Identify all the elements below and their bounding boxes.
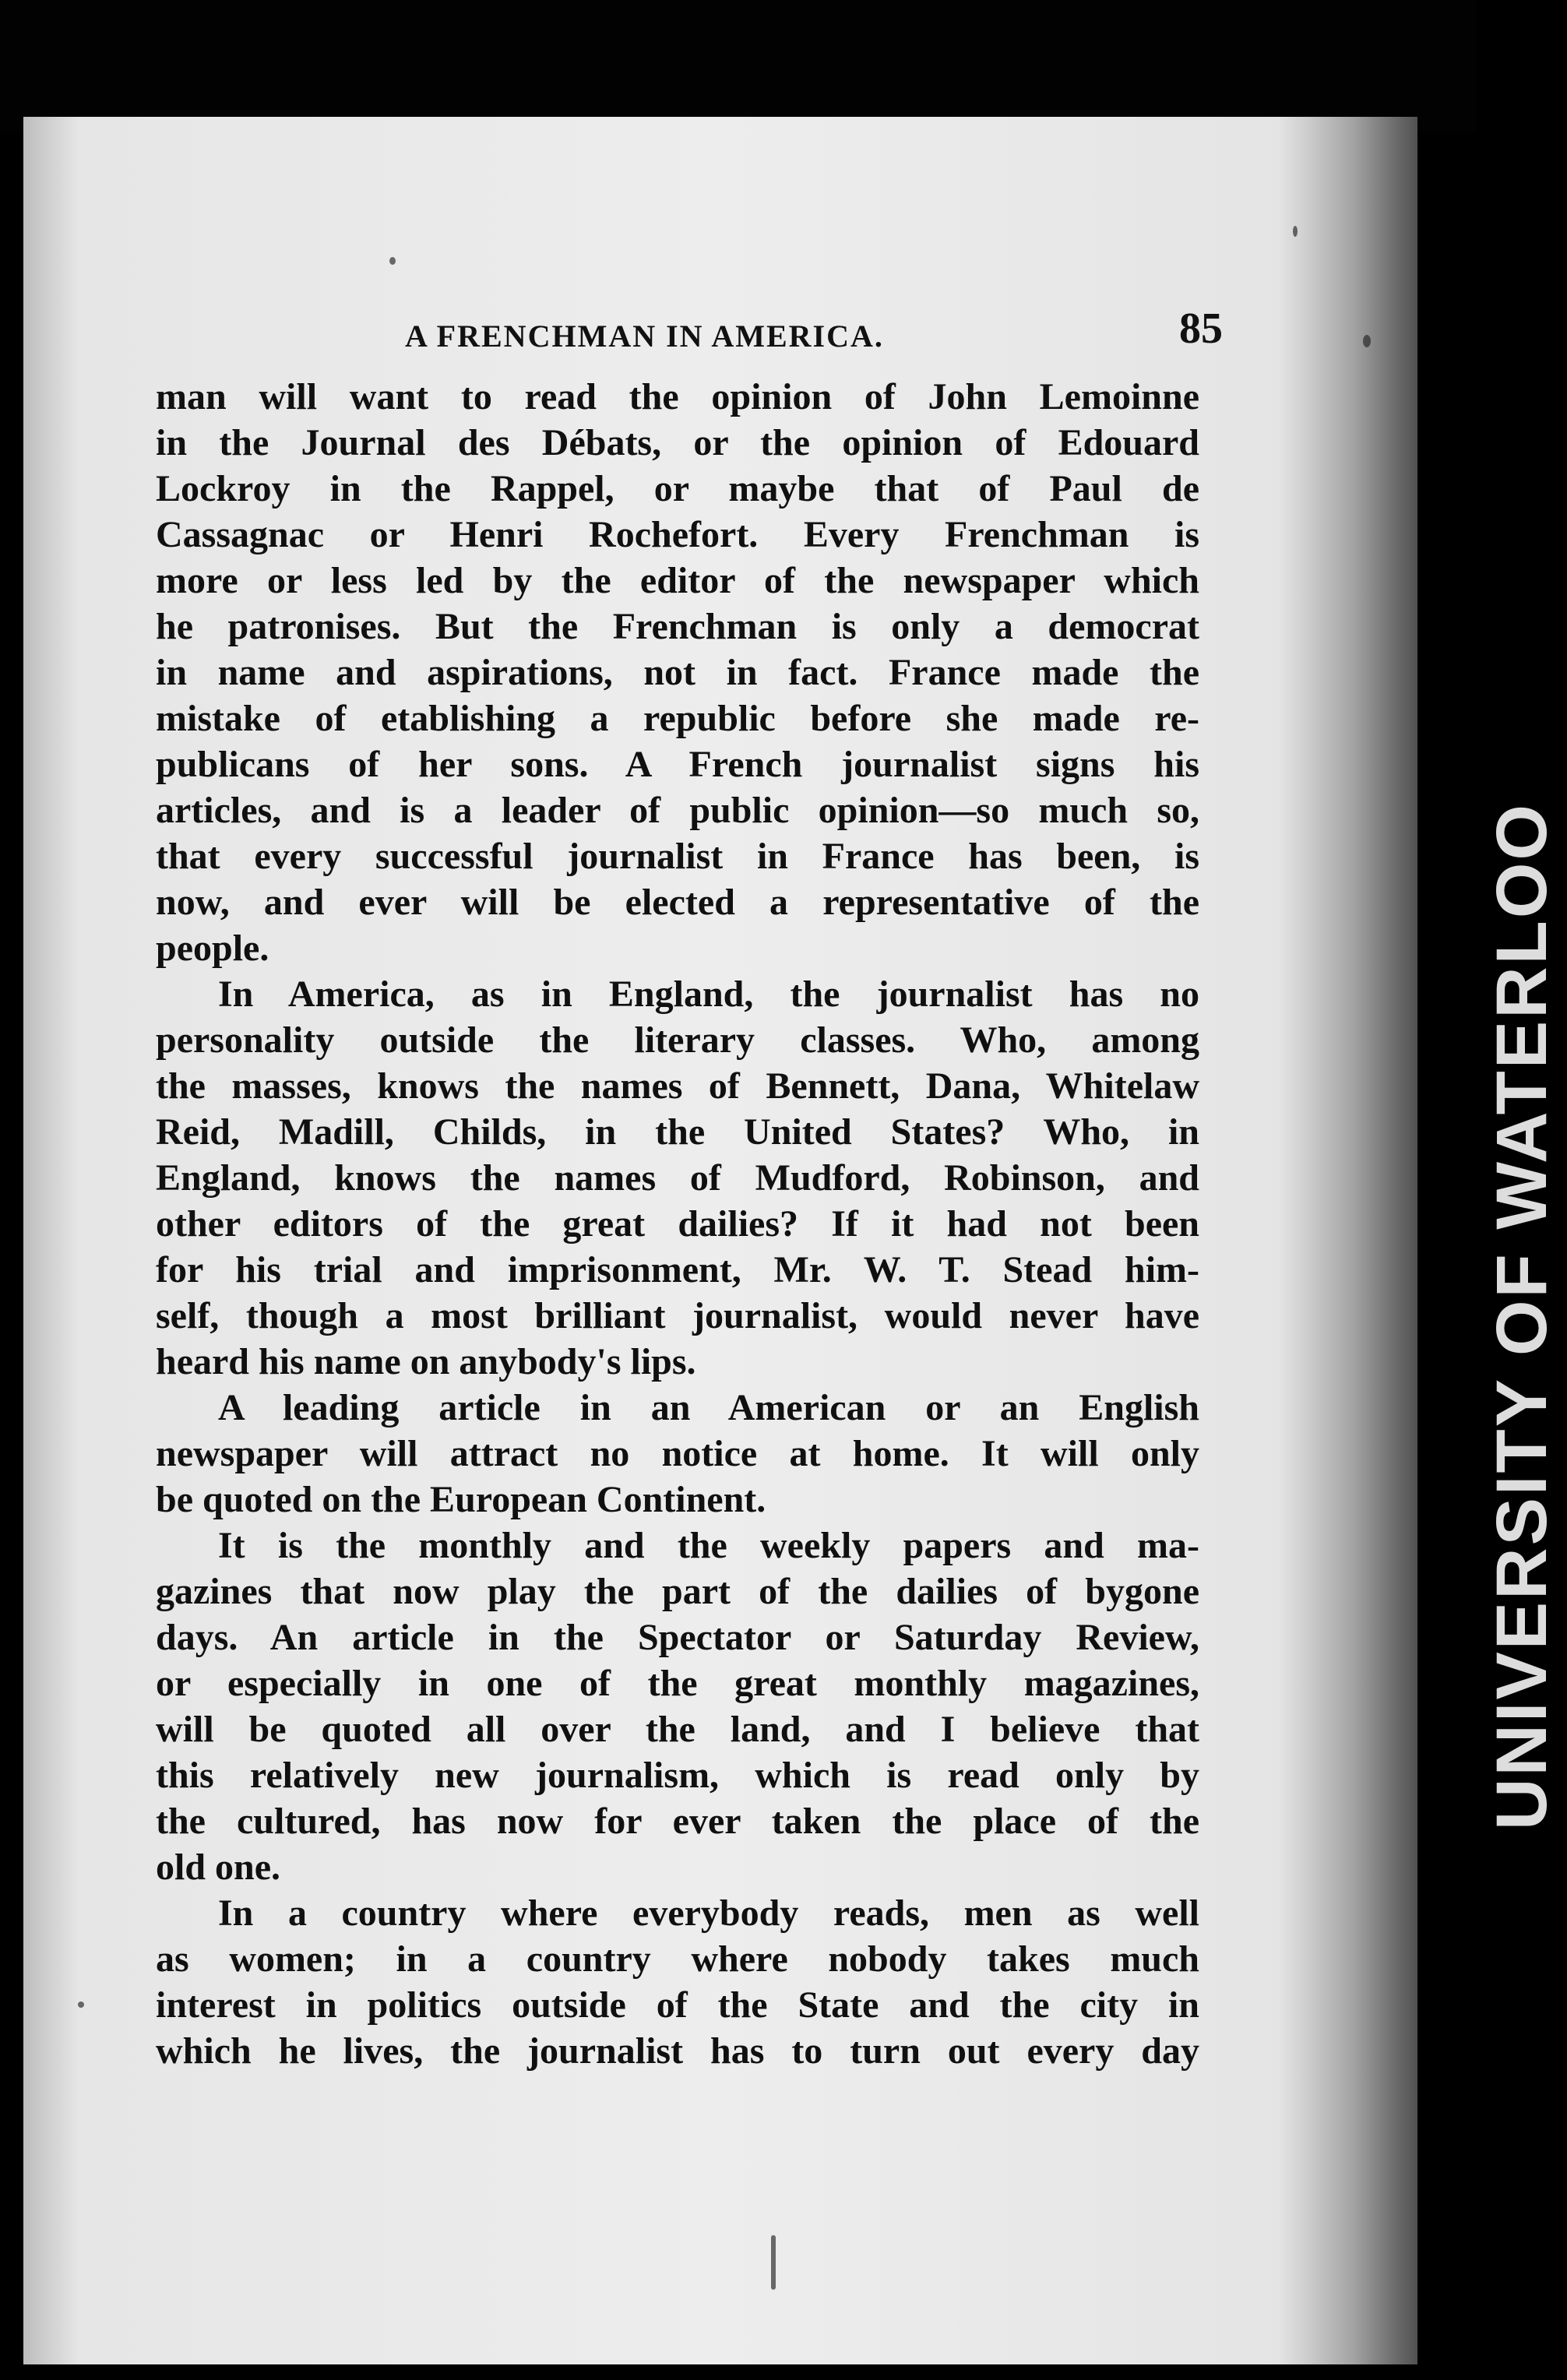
page-header [405, 304, 1223, 374]
text-line: that every successful journalist in France has been, is [156, 836, 1199, 877]
text-line: more or less led by the editor of the newspaper which [156, 560, 1199, 601]
text-line: be quoted on the European Continent. [156, 1479, 766, 1520]
library-stamp-text: UNIVERSITY OF WATERLOO [1482, 802, 1562, 1830]
scan-speck [1363, 335, 1371, 347]
text-line: for his trial and imprisonment, Mr. W. T. Stead him- [156, 1249, 1199, 1290]
paragraph-4 [156, 1523, 1199, 1890]
scan-speck [1293, 226, 1298, 237]
text-line: now, and ever will be elected a representative of the [156, 882, 1199, 923]
text-line: the cultured, has now for ever taken the place of the [156, 1801, 1199, 1842]
text-line: Reid, Madill, Childs, in the United States? Who, in [156, 1111, 1199, 1153]
text-line: people. [156, 928, 269, 969]
text-line: which he lives, the journalist has to turn out every day [156, 2030, 1199, 2072]
library-stamp [1386, 802, 1562, 1846]
text-line: A leading article in an American or an English [218, 1387, 1199, 1428]
page-number: 85 [1179, 305, 1223, 353]
scan-speck [771, 2235, 776, 2290]
text-line: man will want to read the opinion of John Lemoinne [156, 376, 1199, 417]
text-line: will be quoted all over the land, and I believe that [156, 1709, 1199, 1750]
paragraph-5 [156, 1890, 1199, 2074]
text-line: the masses, knows the names of Bennett, Dana, Whitelaw [156, 1065, 1199, 1107]
text-line: other editors of the great dailies? If it had not been [156, 1203, 1199, 1245]
text-line: in name and aspirations, not in fact. France made the [156, 652, 1199, 693]
text-line: personality outside the literary classes. Who, among [156, 1019, 1199, 1061]
running-title: A FRENCHMAN IN AMERICA. [405, 319, 884, 354]
text-line: interest in politics outside of the State and the city in [156, 1984, 1199, 2026]
text-line: gazines that now play the part of the dailies of bygone [156, 1571, 1199, 1612]
paragraph-1 [156, 374, 1199, 971]
text-line: days. An article in the Spectator or Saturday Review, [156, 1617, 1199, 1658]
text-line: self, though a most brilliant journalist, would never have [156, 1295, 1199, 1336]
text-line: heard his name on anybody's lips. [156, 1341, 696, 1382]
text-line: he patronises. But the Frenchman is only a democrat [156, 606, 1199, 647]
scan-speck [78, 2002, 84, 2008]
paragraph-3 [156, 1385, 1199, 1523]
text-line: old one. [156, 1847, 281, 1888]
scan-speck [389, 257, 396, 265]
text-line: articles, and is a leader of public opinion—so much so, [156, 790, 1199, 831]
text-line: In America, as in England, the journalist has no [218, 973, 1199, 1015]
text-line: as women; in a country where nobody takes much [156, 1938, 1199, 1980]
paragraph-2 [156, 971, 1199, 1385]
book-page [23, 117, 1417, 2364]
text-line: Cassagnac or Henri Rochefort. Every Frenchman is [156, 514, 1199, 555]
text-line: mistake of etablishing a republic before she made re- [156, 698, 1199, 739]
text-line: It is the monthly and the weekly papers and ma- [218, 1525, 1199, 1566]
text-line: Lockroy in the Rappel, or maybe that of Paul de [156, 468, 1199, 509]
text-line: in the Journal des Débats, or the opinion of Edouard [156, 422, 1199, 463]
text-line: In a country where everybody reads, men as well [218, 1892, 1199, 1934]
text-line: this relatively new journalism, which is read only by [156, 1755, 1199, 1796]
text-line: England, knows the names of Mudford, Robinson, and [156, 1157, 1199, 1199]
text-line: publicans of her sons. A French journalist signs his [156, 744, 1199, 785]
text-line: newspaper will attract no notice at home. It will only [156, 1433, 1199, 1474]
body-text [156, 374, 1199, 2074]
text-line: or especially in one of the great monthly magazines, [156, 1663, 1199, 1704]
scan-top-border [0, 0, 1477, 132]
